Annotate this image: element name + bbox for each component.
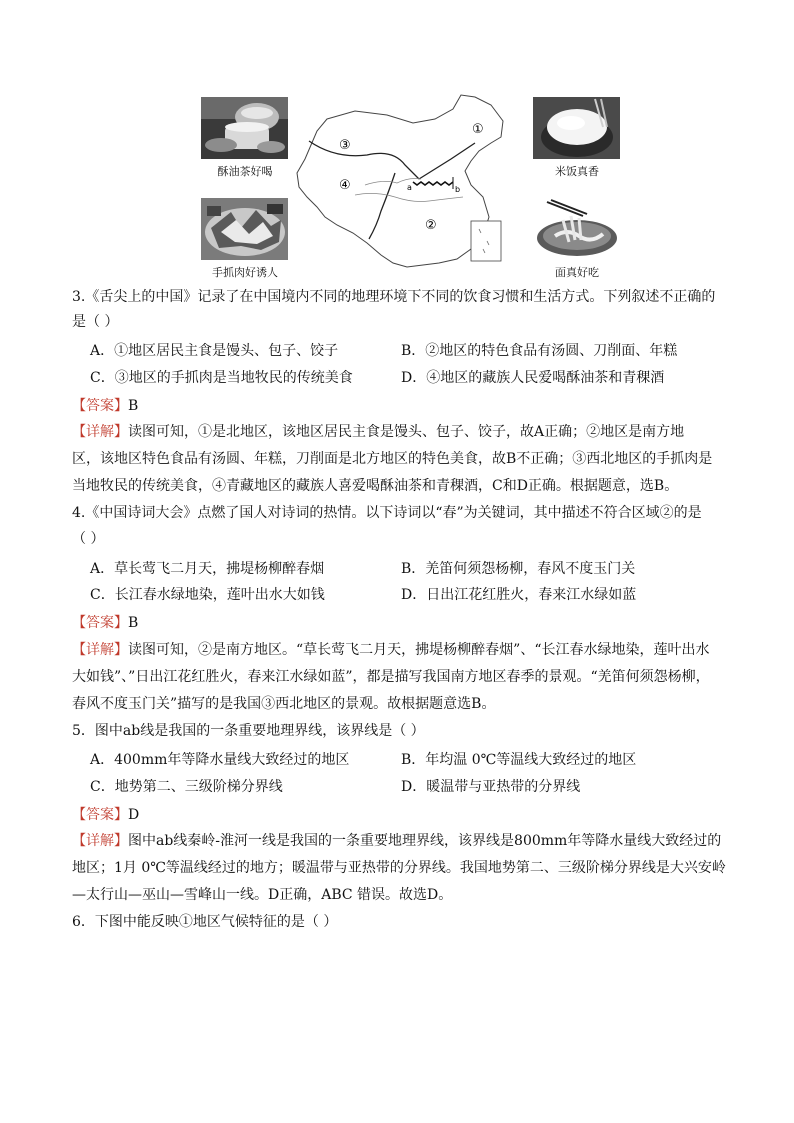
q4-detail-line-1 <box>72 640 709 660</box>
hand-grabbed-lamb-caption: 手抓肉好诱人 <box>212 266 278 279</box>
region-3-label: ③ <box>339 138 351 153</box>
butter-tea-caption: 酥油茶好喝 <box>217 165 273 178</box>
butter-tea-photo <box>201 97 288 159</box>
q3-stem-line-1: 3.《舌尖上的中国》记录了在中国境内不同的地理环境下不同的饮食习惯和生活方式。下列叙述不正确的 <box>72 289 716 305</box>
noodle-photo <box>533 198 620 260</box>
q4-detail-line-2: 大如钱”、”日出江花红胜火，春来江水绿如蓝”，都是描写我国南方地区春季的景观。“羌笛何须怨杨柳， <box>72 669 710 685</box>
detail-tag: 【详解】 <box>72 833 128 849</box>
q6-stem-line-1: 6．下图中能反映①地区气候特征的是（ ） <box>72 914 338 930</box>
q4-option-b: B．羌笛何须怨杨柳，春风不度玉门关 <box>401 561 636 577</box>
q4-stem-line-2: （ ） <box>72 531 105 547</box>
q5-answer <box>72 805 139 825</box>
q5-stem-line-1: 5．图中ab线是我国的一条重要地理界线，该界线是（ ） <box>72 723 425 739</box>
point-b-label: b <box>455 185 461 194</box>
detail-text: 图中ab线秦岭-淮河一线是我国的一条重要地理界线，该界线是800mm年等降水量线大致经过的 <box>128 833 722 849</box>
china-region-map <box>295 93 525 271</box>
q5-option-c: C．地势第二、三级阶梯分界线 <box>90 779 283 795</box>
q3-stem-line-2: 是（ ） <box>72 314 119 330</box>
q4-option-c: C．长江春水绿地染，莲叶出水大如钱 <box>90 587 325 603</box>
q4-detail-line-3: 春风不度玉门关”描写的是我国③西北地区的景观。故根据题意选B。 <box>72 696 496 712</box>
detail-tag: 【详解】 <box>72 424 128 440</box>
q4-option-d: D．日出江花红胜火，春来江水绿如蓝 <box>401 587 637 603</box>
point-a-label: a <box>407 183 412 192</box>
q5-detail-line-2: 地区；1月 0℃等温线经过的地方；暖温带与亚热带的分界线。我国地势第二、三级阶梯分界线是大兴安岭 <box>72 860 726 876</box>
detail-tag: 【详解】 <box>72 642 128 658</box>
answer-value: B <box>128 398 139 414</box>
q3-detail-line-2: 区，该地区特色食品有汤圆、年糕，刀削面是北方地区的特色美食，故B不正确；③西北地区的手抓肉是 <box>72 451 713 467</box>
q4-option-a: A．草长莺飞二月天，拂堤杨柳醉春烟 <box>90 561 325 577</box>
detail-text: 读图可知，②是南方地区。“草长莺飞二月天，拂堤杨柳醉春烟”、“长江春水绿地染，莲叶出水 <box>128 642 710 658</box>
q3-detail-line-3: 当地牧民的传统美食，④青藏地区的藏族人喜爱喝酥油茶和青稞酒，C和D正确。根据题意，选B。 <box>72 478 679 494</box>
q3-option-c: C．③地区的手抓肉是当地牧民的传统美食 <box>90 370 353 386</box>
region-2-label: ② <box>425 218 437 233</box>
answer-tag: 【答案】 <box>72 398 128 414</box>
region-4-label: ④ <box>339 178 351 193</box>
q5-option-d: D．暖温带与亚热带的分界线 <box>401 779 581 795</box>
answer-value: D <box>128 807 140 823</box>
q3-answer <box>72 396 138 416</box>
rice-photo <box>533 97 620 159</box>
detail-text: 读图可知，①是北地区，该地区居民主食是馒头、包子、饺子，故A正确；②地区是南方地 <box>128 424 685 440</box>
region-1-label: ① <box>472 122 484 137</box>
answer-tag: 【答案】 <box>72 807 128 823</box>
q4-answer <box>72 613 138 633</box>
rice-caption: 米饭真香 <box>555 165 599 178</box>
q3-detail-line-1 <box>72 422 684 442</box>
q3-option-d: D．④地区的藏族人民爱喝酥油茶和青稞酒 <box>401 370 665 386</box>
answer-value: B <box>128 615 139 631</box>
q3-option-b: B．②地区的特色食品有汤圆、刀削面、年糕 <box>401 343 678 359</box>
q4-stem-line-1: 4.《中国诗词大会》点燃了国人对诗词的热情。以下诗词以“春”为关键词，其中描述不符合区域②的是 <box>72 505 702 521</box>
answer-tag: 【答案】 <box>72 615 128 631</box>
q5-detail-line-3: —太行山—巫山—雪峰山一线。D正确，ABC 错误。故选D。 <box>72 887 453 903</box>
q5-option-a: A．400mm年等降水量线大致经过的地区 <box>90 752 350 768</box>
hand-grabbed-lamb-photo <box>201 198 288 260</box>
q3-option-a: A．①地区居民主食是馒头、包子、饺子 <box>90 343 339 359</box>
q5-detail-line-1 <box>72 831 721 851</box>
noodle-caption: 面真好吃 <box>555 266 599 279</box>
q5-option-b: B．年均温 0℃等温线大致经过的地区 <box>401 752 637 768</box>
